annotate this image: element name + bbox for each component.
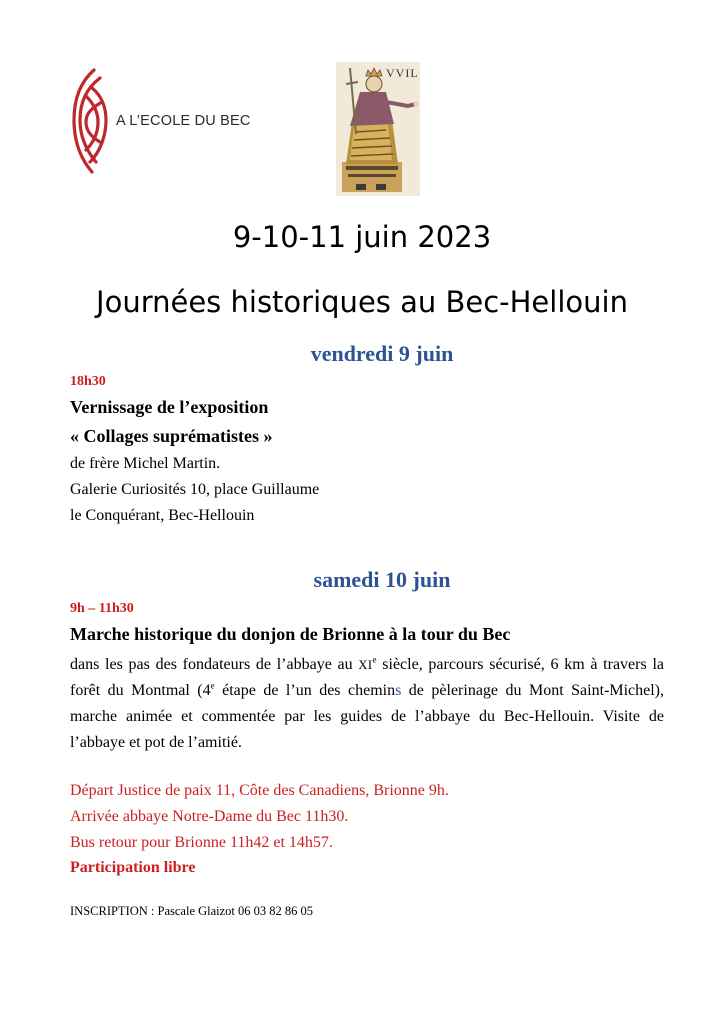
logo-text: A L’ECOLE DU BEC bbox=[116, 113, 251, 129]
tapestry-caption: VVIL bbox=[386, 66, 419, 80]
stage-superscript: e bbox=[210, 680, 215, 691]
exhibition-address-line1: Galerie Curiosités 10, place Guillaume bbox=[70, 481, 320, 498]
page-title: Journées historiques au Bec-Hellouin bbox=[96, 285, 628, 319]
participation-info: Participation libre bbox=[70, 859, 196, 876]
inscription-contact: INSCRIPTION : Pascale Glaizot 06 03 82 86 05 bbox=[70, 904, 314, 918]
event-dates-title: 9-10-11 juin 2023 bbox=[232, 220, 492, 254]
exhibition-address-line2: le Conquérant, Bec-Hellouin bbox=[70, 507, 255, 524]
exhibition-artist: de frère Michel Martin. bbox=[70, 455, 221, 472]
exhibition-title-line2: « Collages suprématistes » bbox=[70, 426, 273, 446]
departure-info: Départ Justice de paix 11, Côte des Canadiens, Brionne 9h. bbox=[70, 782, 449, 799]
walk-description bbox=[70, 652, 664, 756]
walk-description-text: siècle, parcours sécurisé, 6 km à travers la forêt du Montmal (4 bbox=[70, 656, 664, 699]
bayeux-tapestry-image bbox=[336, 62, 420, 196]
saturday-heading: samedi 10 juin bbox=[313, 567, 451, 592]
walk-description-letter: s bbox=[395, 682, 402, 699]
walk-description-text: dans les pas des fondateurs de l’abbaye au bbox=[70, 656, 359, 673]
walk-title: Marche historique du donjon de Brionne à la tour du Bec bbox=[70, 624, 511, 644]
century-superscript: e bbox=[372, 654, 377, 665]
spiral-logo-icon bbox=[72, 66, 116, 176]
bus-info: Bus retour pour Brionne 11h42 et 14h57. bbox=[70, 834, 333, 851]
walk-description-text: étape de l’un des chemin bbox=[214, 682, 396, 699]
ecole-du-bec-logo bbox=[72, 66, 252, 176]
king-figure-icon bbox=[336, 62, 420, 196]
saturday-time: 9h – 11h30 bbox=[70, 601, 134, 616]
arrival-info: Arrivée abbaye Notre-Dame du Bec 11h30. bbox=[70, 808, 349, 825]
friday-heading: vendredi 9 juin bbox=[310, 341, 454, 366]
century-numeral: XI bbox=[358, 658, 373, 672]
walk-description-text: de pèlerinage du Mont Saint-Michel), marche animée et commentée par les guides de l’abbaye du Bec-Hellouin. Visite de l’abbaye et pot de l’amitié. bbox=[70, 682, 664, 751]
exhibition-title-line1: Vernissage de l’exposition bbox=[70, 397, 269, 417]
friday-time: 18h30 bbox=[70, 374, 106, 389]
